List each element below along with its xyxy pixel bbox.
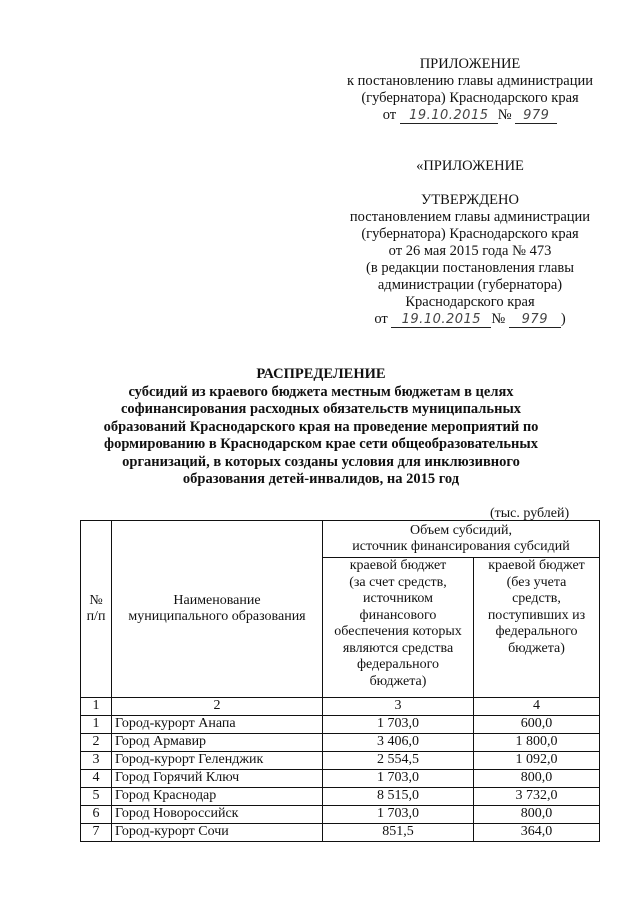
table-row xyxy=(81,823,600,841)
from-label: от xyxy=(374,311,388,327)
column-number-row xyxy=(81,698,600,716)
municipality-name: Город Армавир xyxy=(112,733,323,751)
regional-amount: 600,0 xyxy=(474,715,600,733)
from-label: от xyxy=(382,107,397,123)
header-name: Наименование муниципального образования xyxy=(112,521,323,698)
column-number: 2 xyxy=(112,698,323,716)
heading-title: РАСПРЕДЕЛЕНИЕ xyxy=(256,366,386,382)
table-header-row xyxy=(81,521,600,558)
municipality-name: Город Краснодар xyxy=(112,787,323,805)
regional-amount: 364,0 xyxy=(474,823,600,841)
regional-amount: 800,0 xyxy=(474,769,600,787)
appendix-date-line xyxy=(320,107,620,124)
federal-amount: 1 703,0 xyxy=(323,769,474,787)
row-number: 3 xyxy=(81,751,112,769)
appendix-title: ПРИЛОЖЕНИЕ xyxy=(419,56,521,72)
table-row xyxy=(81,787,600,805)
row-number: 2 xyxy=(81,733,112,751)
table-row xyxy=(81,751,600,769)
document-heading xyxy=(95,366,547,489)
column-number: 1 xyxy=(81,698,112,716)
handwritten-date: 19.10.2015 xyxy=(400,109,498,124)
federal-amount: 3 406,0 xyxy=(323,733,474,751)
municipality-name: Город-курорт Геленджик xyxy=(112,751,323,769)
appendix-line: (губернатора) Краснодарского края xyxy=(361,90,579,106)
regional-amount: 800,0 xyxy=(474,805,600,823)
row-number: 6 xyxy=(81,805,112,823)
handwritten-number: 979 xyxy=(509,313,561,328)
municipality-name: Город Новороссийск xyxy=(112,805,323,823)
municipality-name: Город Горячий Ключ xyxy=(112,769,323,787)
appendix-block xyxy=(320,56,620,124)
approval-block xyxy=(320,158,620,328)
regional-amount: 3 732,0 xyxy=(474,787,600,805)
unit-label: (тыс. рублей) xyxy=(490,506,570,521)
federal-amount: 8 515,0 xyxy=(323,787,474,805)
header-federal-funds: краевой бюджет (за счет средств, источником финансового обеспечения которых являются средства федерального бюджета) xyxy=(323,558,474,698)
municipality-name: Город-курорт Сочи xyxy=(112,823,323,841)
column-number: 3 xyxy=(323,698,474,716)
federal-amount: 1 703,0 xyxy=(323,715,474,733)
header-number: № п/п xyxy=(81,521,112,698)
table-row xyxy=(81,715,600,733)
heading-line: софинансирования расходных обязательств муниципальных xyxy=(120,401,522,417)
approved-label: УТВЕРЖДЕНО xyxy=(421,192,519,208)
row-number: 4 xyxy=(81,769,112,787)
approval-line: (губернатора) Краснодарского края xyxy=(361,226,579,242)
approval-line: Краснодарского края xyxy=(405,294,535,310)
heading-line: организаций, в которых созданы условия для инклюзивного xyxy=(122,453,520,470)
approval-line: администрации (губернатора) xyxy=(377,277,563,293)
municipality-name: Город-курорт Анапа xyxy=(112,715,323,733)
heading-line: образования детей-инвалидов, на 2015 год xyxy=(182,471,460,487)
federal-amount: 851,5 xyxy=(323,823,474,841)
table-row xyxy=(81,805,600,823)
federal-amount: 2 554,5 xyxy=(323,751,474,769)
close-paren: ) xyxy=(560,311,566,327)
number-label: № xyxy=(491,311,506,327)
header-regional-funds: краевой бюджет (без учета средств, поступивших из федерального бюджета) xyxy=(474,558,600,698)
subsidy-table xyxy=(80,520,600,842)
appendix-line: к постановлению главы администрации xyxy=(346,73,594,89)
regional-amount: 1 800,0 xyxy=(474,733,600,751)
approval-line: (в редакции постановления главы xyxy=(366,260,574,276)
column-number: 4 xyxy=(474,698,600,716)
approval-line: постановлением главы администрации xyxy=(349,209,591,225)
heading-line: формированию в Краснодарском крае сети общеобразовательных xyxy=(104,436,538,452)
header-volume: Объем субсидий, источник финансирования субсидий xyxy=(323,521,600,558)
approval-line: от 26 мая 2015 года № 473 xyxy=(388,243,552,259)
heading-line: образований Краснодарского края на проведение мероприятий по xyxy=(103,418,539,435)
table-row xyxy=(81,769,600,787)
regional-amount: 1 092,0 xyxy=(474,751,600,769)
number-label: № xyxy=(497,107,512,123)
federal-amount: 1 703,0 xyxy=(323,805,474,823)
table-row xyxy=(81,733,600,751)
row-number: 7 xyxy=(81,823,112,841)
approval-date-line xyxy=(320,311,620,328)
approval-appendix-title: «ПРИЛОЖЕНИЕ xyxy=(416,158,524,174)
handwritten-number: 979 xyxy=(515,109,557,124)
row-number: 1 xyxy=(81,715,112,733)
handwritten-date: 19.10.2015 xyxy=(391,313,491,328)
row-number: 5 xyxy=(81,787,112,805)
heading-line: субсидий из краевого бюджета местным бюджетам в целях xyxy=(128,383,514,400)
